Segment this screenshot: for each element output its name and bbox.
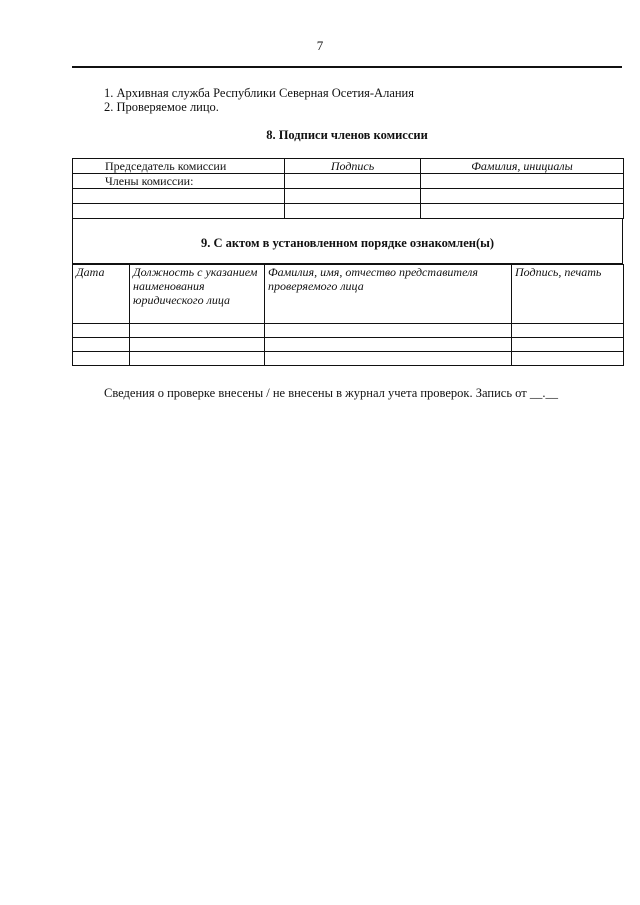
table-cell [73, 338, 130, 352]
table-cell [73, 324, 130, 338]
table-cell [285, 174, 421, 189]
table-cell [512, 338, 624, 352]
table-cell [73, 352, 130, 366]
table-cell [421, 189, 624, 204]
table-cell [285, 189, 421, 204]
table-header-cell: Председатель комиссии [73, 159, 285, 174]
table-row [73, 204, 624, 219]
table-cell [421, 204, 624, 219]
table-cell [265, 338, 512, 352]
table-row [73, 159, 624, 174]
table-row [73, 352, 624, 366]
table-cell [130, 338, 265, 352]
table-cell: Члены комиссии: [73, 174, 285, 189]
table-cell [73, 204, 285, 219]
page-number: 7 [316, 38, 324, 53]
table-header-cell: Фамилия, имя, отчество представителя проверяемого лица [265, 265, 512, 324]
table-row [73, 189, 624, 204]
table-cell [512, 324, 624, 338]
table-row [73, 338, 624, 352]
table-cell [265, 352, 512, 366]
table-cell [421, 174, 624, 189]
table-header-cell: Подпись [285, 159, 421, 174]
section-8-title: 8. Подписи членов комиссии [266, 128, 428, 142]
acknowledgement-table [72, 264, 624, 366]
list-item: 1. Архивная служба Республики Северная Осетия-Алания [104, 86, 414, 100]
list-item: 2. Проверяемое лицо. [104, 100, 219, 114]
table-row [73, 324, 624, 338]
table-header-cell: Дата [73, 265, 130, 324]
table-cell [73, 189, 285, 204]
header-divider [72, 66, 622, 68]
section-9-title: 9. С актом в установленном порядке ознакомлен(ы) [200, 236, 495, 250]
table-header-cell: Фамилия, инициалы [421, 159, 624, 174]
table-row [73, 265, 624, 324]
table-cell [265, 324, 512, 338]
table-cell [130, 324, 265, 338]
table-header-cell: Должность с указанием наименования юридического лица [130, 265, 265, 324]
table-cell [285, 204, 421, 219]
table-cell [130, 352, 265, 366]
signatures-table [72, 158, 624, 219]
table-row [73, 174, 624, 189]
table-header-cell: Подпись, печать [512, 265, 624, 324]
table-cell [512, 352, 624, 366]
journal-note: Сведения о проверке внесены / не внесены в журнал учета проверок. Запись от __.__ [104, 386, 558, 400]
